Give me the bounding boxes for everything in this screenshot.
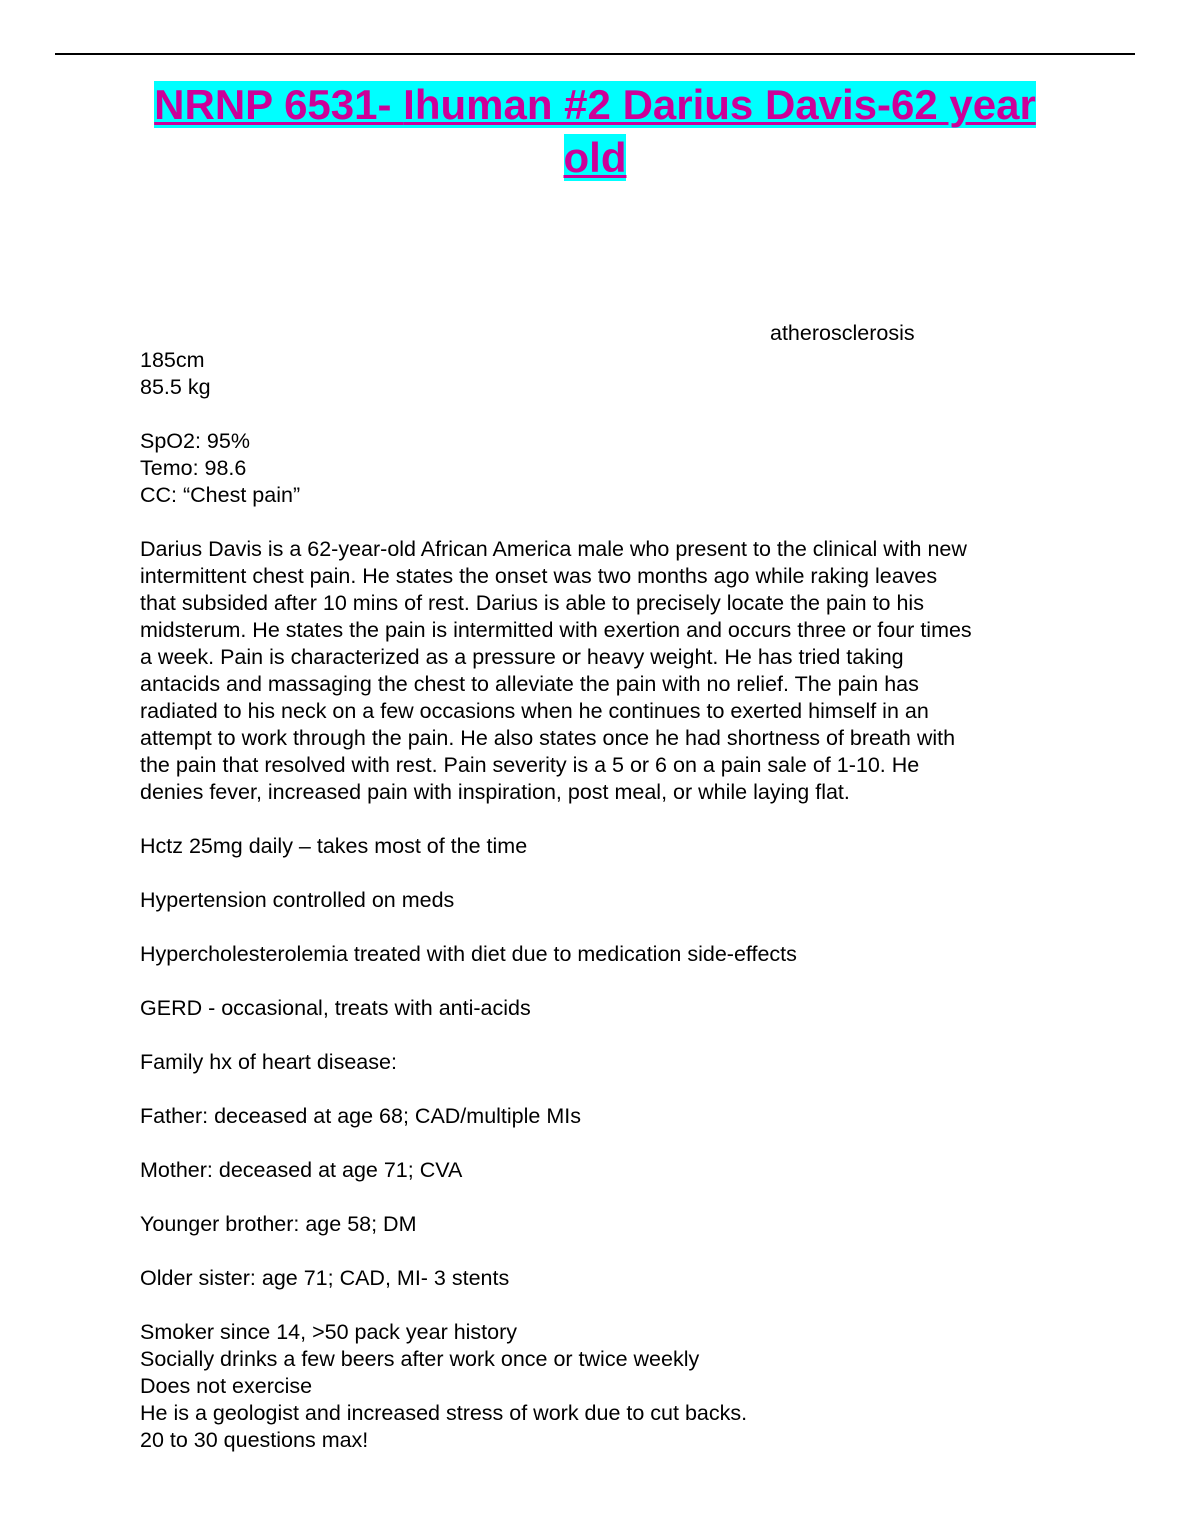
spacer	[140, 968, 1080, 995]
social-line: Socially drinks a few beers after work once or twice weekly	[140, 1347, 700, 1371]
top-horizontal-rule	[55, 53, 1135, 55]
social-line: 20 to 30 questions max!	[140, 1428, 369, 1452]
hpi-line: attempt to work through the pain. He also states once he had shortness of breath with	[140, 726, 956, 750]
family-mother: Mother: deceased at age 71; CVA	[140, 1158, 463, 1182]
spacer	[140, 509, 1080, 536]
hpi-line: radiated to his neck on a few occasions when he continues to exerted himself in an	[140, 699, 929, 723]
medication-line: Hctz 25mg daily – takes most of the time	[140, 834, 528, 858]
hpi-paragraph	[140, 536, 1080, 806]
spo2-value: SpO2: 95%	[140, 429, 250, 453]
hpi-line: intermittent chest pain. He states the onset was two months ago while raking leaves	[140, 564, 938, 588]
chief-complaint: CC: “Chest pain”	[140, 483, 301, 507]
hpi-line: a week. Pain is characterized as a pressure or heavy weight. He has tried taking	[140, 645, 904, 669]
diagnosis-note: atherosclerosis	[770, 321, 915, 345]
hpi-line: Darius Davis is a 62-year-old African America male who present to the clinical with new	[140, 537, 967, 561]
title-case-name: Ihuman #2 Darius Davis-62 year	[403, 81, 1036, 128]
hpi-line: antacids and massaging the chest to alleviate the pain with no relief. The pain has	[140, 672, 919, 696]
title-line-2	[0, 131, 1190, 184]
spacer	[140, 1130, 1080, 1157]
history-cholesterol: Hypercholesterolemia treated with diet due to medication side-effects	[140, 942, 797, 966]
document-title	[0, 78, 1190, 184]
title-space	[392, 81, 404, 128]
spacer	[140, 806, 1080, 833]
spacer	[140, 860, 1080, 887]
spacer	[140, 1022, 1080, 1049]
hpi-line: denies fever, increased pain with inspiration, post meal, or while laying flat.	[140, 780, 850, 804]
family-father: Father: deceased at age 68; CAD/multiple MIs	[140, 1104, 581, 1128]
case-body	[140, 347, 1080, 1454]
history-gerd: GERD - occasional, treats with anti-acids	[140, 996, 531, 1020]
family-history-heading: Family hx of heart disease:	[140, 1050, 397, 1074]
social-line: Does not exercise	[140, 1374, 313, 1398]
hpi-line: that subsided after 10 mins of rest. Darius is able to precisely locate the pain to his	[140, 591, 924, 615]
family-sister: Older sister: age 71; CAD, MI- 3 stents	[140, 1266, 510, 1290]
weight-value: 85.5 kg	[140, 375, 211, 399]
social-line: Smoker since 14, >50 pack year history	[140, 1320, 518, 1344]
spacer	[140, 1184, 1080, 1211]
social-line: He is a geologist and increased stress of work due to cut backs.	[140, 1401, 748, 1425]
spacer	[140, 914, 1080, 941]
family-brother: Younger brother: age 58; DM	[140, 1212, 417, 1236]
temperature-value: Temo: 98.6	[140, 456, 247, 480]
spacer	[140, 1076, 1080, 1103]
title-line-1	[0, 78, 1190, 131]
spacer	[140, 1238, 1080, 1265]
title-case-name-continued: old	[563, 134, 627, 181]
title-course-code: NRNP 6531-	[154, 81, 392, 128]
hpi-line: the pain that resolved with rest. Pain severity is a 5 or 6 on a pain sale of 1-10. He	[140, 753, 920, 777]
social-history	[140, 1319, 1080, 1454]
history-hypertension: Hypertension controlled on meds	[140, 888, 455, 912]
height-value: 185cm	[140, 348, 205, 372]
spacer	[140, 401, 1080, 428]
hpi-line: midsterum. He states the pain is intermitted with exertion and occurs three or four times	[140, 618, 972, 642]
spacer	[140, 1292, 1080, 1319]
